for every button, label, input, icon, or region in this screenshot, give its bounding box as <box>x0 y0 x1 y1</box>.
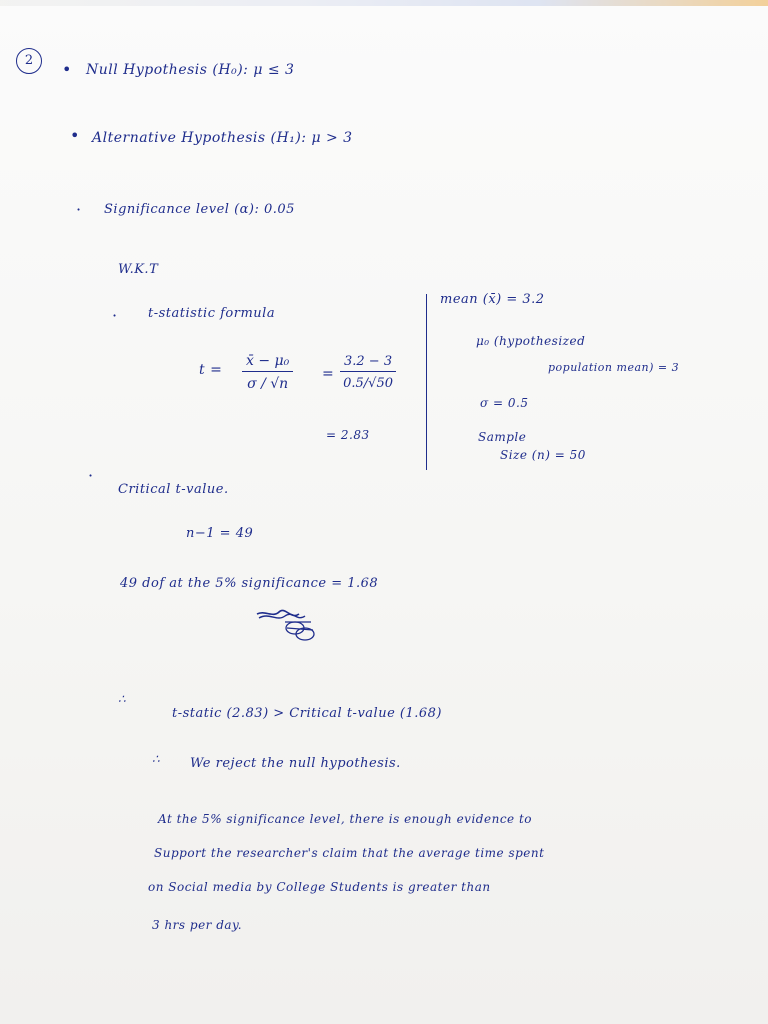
divider-line <box>426 294 427 470</box>
question-number: 2 <box>16 48 42 74</box>
bullet: • <box>70 126 80 145</box>
substituted-numerator: 3.2 − 3 <box>340 354 396 372</box>
given-sample-label: Sample <box>478 430 527 444</box>
t-result: = 2.83 <box>326 428 370 442</box>
critical-value-line: 49 dof at the 5% significance = 1.68 <box>120 576 379 591</box>
formula-numerator: x̄ − μ₀ <box>242 353 293 372</box>
given-sigma: σ = 0.5 <box>480 396 529 410</box>
crossed-out-scribble <box>255 608 321 646</box>
degrees-of-freedom: n−1 = 49 <box>186 526 254 541</box>
alternative-hypothesis: Alternative Hypothesis (H₁): μ > 3 <box>92 130 353 146</box>
given-sample-size: Size (n) = 50 <box>500 448 586 462</box>
t-symbol: t = <box>199 362 223 378</box>
given-mu0-label: μ₀ (hypothesized <box>476 334 586 348</box>
decision-line: We reject the null hypothesis. <box>190 756 401 771</box>
statement-line-4: 3 hrs per day. <box>152 918 243 932</box>
formula-fraction <box>242 353 293 392</box>
given-mu0-value: population mean) = 3 <box>548 361 680 374</box>
formula-denominator: σ / √n <box>247 376 289 392</box>
therefore-symbol: ∴ <box>118 692 127 706</box>
comparison-line: t-static (2.83) > Critical t-value (1.68) <box>172 706 442 721</box>
statement-line-2: Support the researcher's claim that the average time spent <box>154 846 545 860</box>
bullet: · <box>76 200 82 219</box>
bullet: • <box>62 60 72 79</box>
statement-line-1: At the 5% significance level, there is enough evidence to <box>158 812 532 826</box>
substituted-denominator: 0.5/√50 <box>343 376 393 391</box>
critical-t-label: Critical t-value. <box>118 482 229 497</box>
t-statistic-formula-label: t-statistic formula <box>148 306 276 321</box>
significance-level: Significance level (α): 0.05 <box>104 202 295 217</box>
page-edge-strip <box>0 0 768 6</box>
statement-line-3: on Social media by College Students is greater than <box>148 880 491 894</box>
equals-sign: = <box>322 366 335 382</box>
therefore-symbol: ∴ <box>152 752 161 766</box>
bullet: · <box>112 306 118 325</box>
substituted-fraction <box>340 354 396 391</box>
wkt-label: W.K.T <box>118 262 159 277</box>
null-hypothesis: Null Hypothesis (H₀): μ ≤ 3 <box>86 62 295 78</box>
given-mean: mean (x̄) = 3.2 <box>440 292 545 307</box>
bullet: · <box>88 466 94 485</box>
